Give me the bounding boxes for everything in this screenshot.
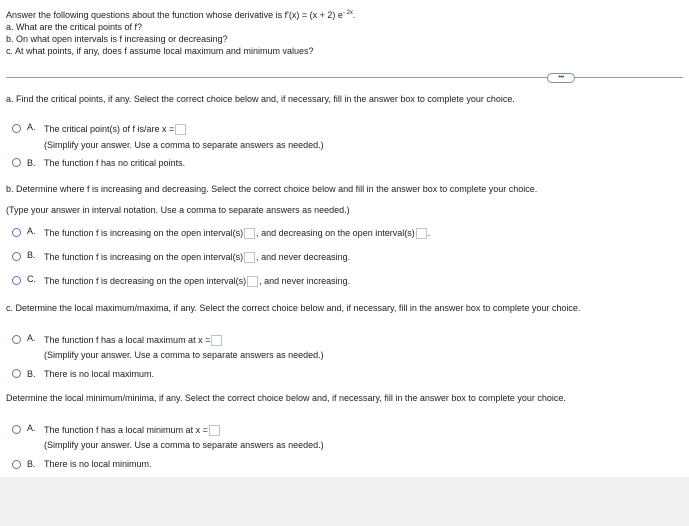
part-c-choice-b-radio[interactable] — [12, 369, 21, 378]
part-b-choice-b — [44, 252, 350, 263]
part-c-prompt: c. Determine the local maximum/maxima, if any. Select the correct choice below and, if necessary, fill in the answer box to complete your choice. — [6, 303, 581, 313]
part-d-choice-a-hint: (Simplify your answer. Use a comma to separate answers as needed.) — [44, 440, 324, 450]
part-a-choice-b-text: The function f has no critical points. — [44, 158, 186, 168]
part-d-choice-a — [44, 425, 221, 436]
part-b-choice-c-text2: , and never increasing. — [259, 276, 351, 286]
part-c-choice-b-letter: B. — [27, 369, 36, 379]
part-b-choice-a-text1: The function f is increasing on the open interval(s) — [44, 228, 244, 238]
part-b-choice-a-text3: . — [427, 228, 431, 238]
part-b-increasing-only-box[interactable] — [244, 252, 255, 263]
intro-exponent: - 2x — [342, 10, 353, 16]
part-d-choice-a-text: The function f has a local minimum at x = — [44, 425, 208, 435]
part-a-choice-b-radio[interactable] — [12, 158, 21, 167]
part-b-choice-b-text1: The function f is increasing on the open interval(s) — [44, 252, 244, 262]
part-a-prompt: a. Find the critical points, if any. Select the correct choice below and, if necessary, fill in the answer box to complete your choice. — [6, 94, 515, 104]
footer-band — [0, 477, 689, 526]
part-a-choice-a-letter: A. — [27, 122, 36, 132]
part-b-decreasing-only-box[interactable] — [247, 276, 258, 287]
part-d-choice-b-letter: B. — [27, 459, 36, 469]
part-b-hint: (Type your answer in interval notation. Use a comma to separate answers as needed.) — [6, 205, 350, 215]
section-divider — [6, 77, 683, 78]
intro-period: . — [352, 10, 356, 20]
part-b-increasing-box[interactable] — [244, 228, 255, 239]
intro-text — [6, 8, 355, 21]
part-b-choice-a — [44, 228, 430, 239]
part-c-choice-b-text: There is no local maximum. — [44, 369, 155, 379]
part-d-answer-box[interactable] — [209, 425, 220, 436]
part-b-choice-a-radio[interactable] — [12, 228, 21, 237]
question-b: b. On what open intervals is f increasing or decreasing? — [6, 34, 228, 44]
part-b-choice-a-text2: , and decreasing on the open interval(s) — [256, 228, 415, 238]
part-c-choice-a — [44, 335, 223, 346]
part-c-choice-a-text: The function f has a local maximum at x = — [44, 335, 211, 345]
part-c-answer-box[interactable] — [211, 335, 222, 346]
part-c-choice-a-radio[interactable] — [12, 335, 21, 344]
part-b-choice-b-radio[interactable] — [12, 252, 21, 261]
part-a-choice-a — [44, 124, 187, 135]
more-options-button[interactable]: ••• — [547, 73, 575, 83]
part-c-choice-a-hint: (Simplify your answer. Use a comma to separate answers as needed.) — [44, 350, 324, 360]
part-a-choice-a-radio[interactable] — [12, 124, 21, 133]
part-d-prompt: Determine the local minimum/minima, if any. Select the correct choice below and, if necessary, fill in the answer box to complete your choice. — [6, 393, 566, 403]
intro-derivative: Answer the following questions about the function whose derivative is f'(x) = (x + 2) e — [6, 10, 343, 20]
part-b-decreasing-box[interactable] — [416, 228, 427, 239]
part-b-choice-a-letter: A. — [27, 226, 36, 236]
part-a-choice-a-hint: (Simplify your answer. Use a comma to separate answers as needed.) — [44, 140, 324, 150]
part-c-choice-a-letter: A. — [27, 333, 36, 343]
part-b-choice-c-text1: The function f is decreasing on the open interval(s) — [44, 276, 247, 286]
part-b-prompt: b. Determine where f is increasing and decreasing. Select the correct choice below and fill in the answer box to complete your choice. — [6, 184, 538, 194]
question-a: a. What are the critical points of f? — [6, 22, 143, 32]
part-a-choice-b-letter: B. — [27, 158, 36, 168]
part-d-choice-a-radio[interactable] — [12, 425, 21, 434]
part-b-choice-c — [44, 276, 350, 287]
part-d-choice-a-letter: A. — [27, 423, 36, 433]
part-b-choice-c-radio[interactable] — [12, 276, 21, 285]
part-d-choice-b-text: There is no local minimum. — [44, 459, 152, 469]
part-a-choice-a-text: The critical point(s) of f is/are x = — [44, 124, 175, 134]
question-c: c. At what points, if any, does f assume local maximum and minimum values? — [6, 46, 314, 56]
part-b-choice-b-text2: , and never decreasing. — [256, 252, 351, 262]
part-a-answer-box[interactable] — [175, 124, 186, 135]
part-b-choice-b-letter: B. — [27, 250, 36, 260]
part-b-choice-c-letter: C. — [27, 274, 36, 284]
part-d-choice-b-radio[interactable] — [12, 460, 21, 469]
